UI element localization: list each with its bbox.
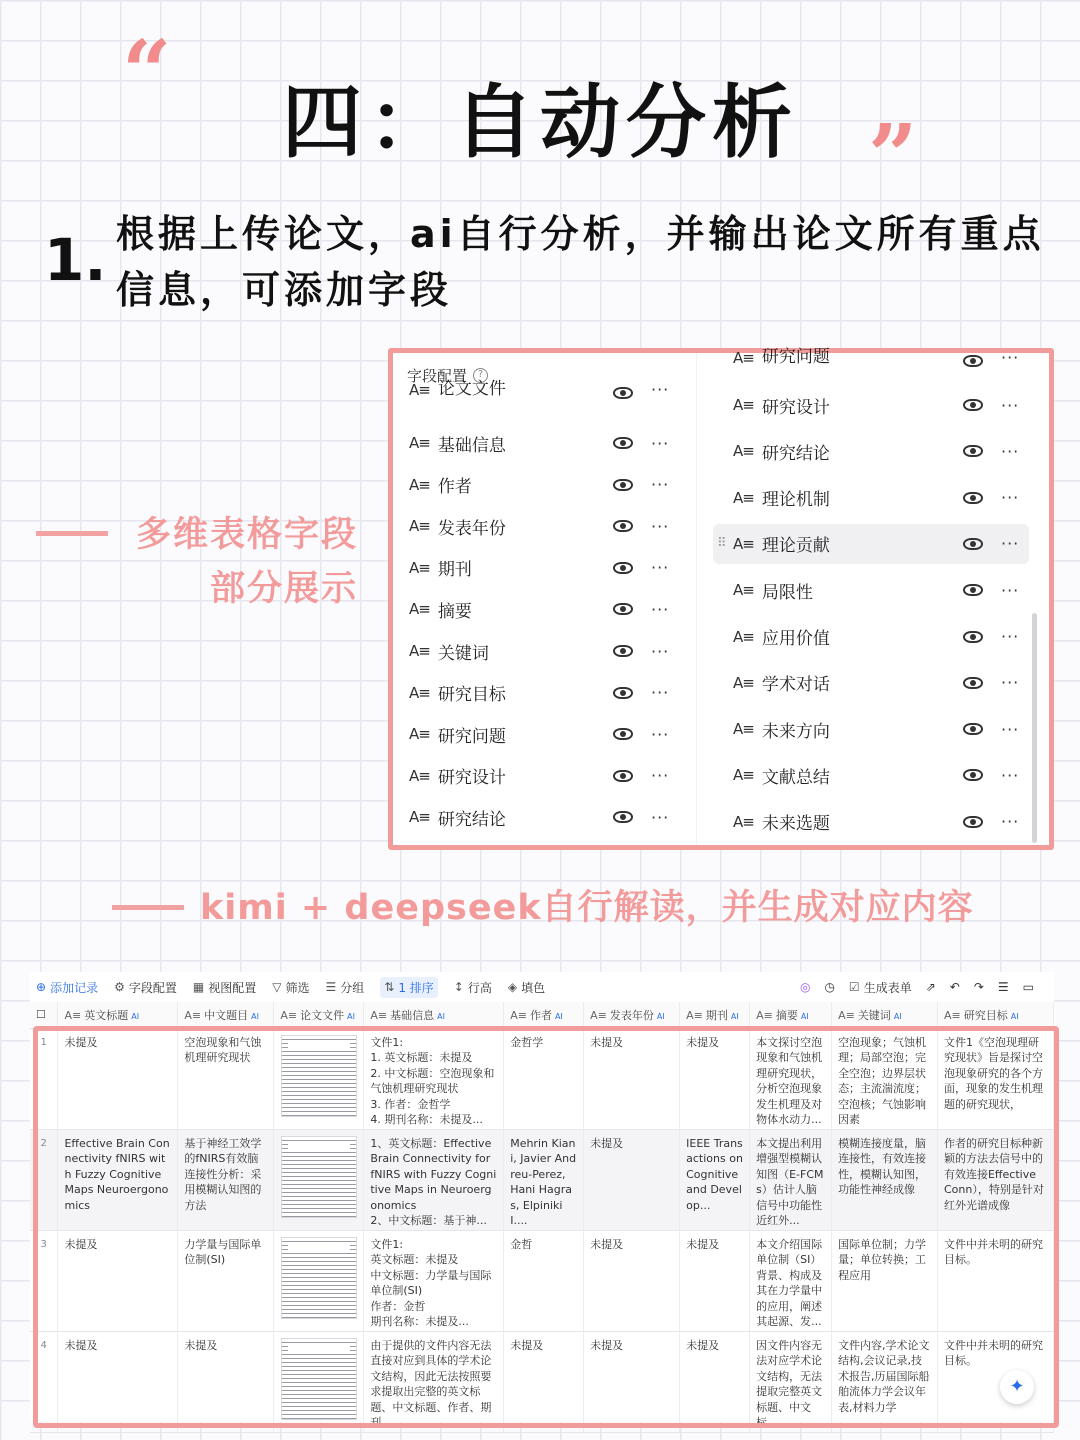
- field-name: 关键词: [437, 643, 489, 664]
- text-field-type-icon: A≡: [409, 766, 430, 785]
- generate-form-label: 生成表单: [863, 980, 912, 995]
- more-options-icon[interactable]: ···: [651, 599, 670, 619]
- ai-assistant-button[interactable]: [1000, 1370, 1034, 1404]
- field-name: 发表年份: [437, 518, 506, 539]
- ai-badge-icon: AI: [131, 1011, 140, 1021]
- more-options-icon[interactable]: ···: [1001, 534, 1020, 554]
- close-quote-mark: ”: [868, 106, 918, 207]
- field-name: 理论机制: [761, 490, 830, 511]
- field-row-right-partial[interactable]: [713, 347, 1029, 367]
- form-icon: ☑: [848, 980, 860, 994]
- fill-color-label: 填色: [521, 980, 546, 995]
- eye-icon[interactable]: [963, 769, 983, 781]
- filter-button[interactable]: [272, 979, 309, 996]
- eye-icon[interactable]: [963, 355, 983, 367]
- cell-text: 未提及: [590, 1237, 624, 1251]
- gear-icon: ⚙: [114, 980, 125, 994]
- field-name: 基础信息: [437, 435, 506, 456]
- cell-text: 空泡现象和气蚀机理研究现状: [184, 1035, 262, 1064]
- field-row-left-5[interactable]: [399, 631, 679, 671]
- filter-label: 筛选: [285, 980, 310, 995]
- text-field-type-icon: A≡: [733, 442, 754, 461]
- column-header-label: 中文题目: [204, 1008, 249, 1022]
- cell-text: 国际单位制；力学量；单位转换；工程应用: [838, 1237, 927, 1282]
- field-row-left-4[interactable]: [399, 589, 679, 629]
- cell-text: 文件1: 1. 英文标题：未提及 2. 中文标题：空泡现象和气蚀机理研究现状 3. 作者：金哲学 4. 期刊名称：未提及...: [370, 1035, 495, 1126]
- undo-icon[interactable]: ↶: [949, 980, 960, 994]
- table-toolbar: [30, 972, 1054, 1002]
- field-row-right-9[interactable]: [713, 802, 1029, 842]
- field-row-left-1[interactable]: [399, 465, 679, 505]
- cell-text: 本文介绍国际单位制（SI）背景、构成及其在力学量中的应用，阐述其起源、发...: [756, 1237, 823, 1328]
- cell-text: 基于神经工效学的fNIRS有效脑连接性分析：采用模糊认知图的方法: [184, 1136, 262, 1212]
- eye-icon[interactable]: [963, 677, 983, 689]
- text-field-type-icon: A≡: [409, 381, 430, 399]
- column-header-2[interactable]: [274, 1002, 364, 1028]
- sort-label: 1 排序: [398, 980, 434, 995]
- step-description: 根据上传论文，ai自行分析，并输出论文所有重点信息，可添加字段: [116, 212, 1045, 312]
- paint-bucket-icon: ◈: [507, 980, 518, 994]
- field-row-left-0[interactable]: [399, 423, 679, 463]
- eye-icon[interactable]: [963, 584, 983, 596]
- row-number[interactable]: 1: [30, 1028, 58, 1129]
- field-row-left-2[interactable]: [399, 506, 679, 546]
- eye-icon[interactable]: [963, 538, 983, 550]
- field-name: 文献总结: [761, 767, 830, 788]
- sort-icon: ⇅: [384, 980, 395, 994]
- eye-icon[interactable]: [613, 687, 633, 699]
- cell-text: 本文提出利用增强型模糊认知图（E-FCMs）估计人脑信号中功能性近红外...: [756, 1136, 824, 1227]
- share-icon[interactable]: ⇗: [925, 980, 936, 994]
- more-options-icon[interactable]: ···: [1001, 488, 1020, 508]
- text-field-type-icon: A≡: [733, 534, 754, 553]
- column-header-label: 基础信息: [390, 1008, 435, 1022]
- field-name: 未来方向: [761, 721, 830, 742]
- sparkle-icon: ✦: [1009, 1376, 1025, 1397]
- cell-text: 文件1《空泡现理研究现状》旨是探讨空泡现象研究的各个方面，现象的发生机理题的研究现状，: [943, 1035, 1043, 1111]
- group-icon: ☰: [325, 980, 337, 994]
- cell-text: 本文探讨空泡现象和气蚀机理研究现状，分析空泡现象发生机理及对物体水动力...: [756, 1035, 823, 1126]
- eye-icon[interactable]: [613, 562, 633, 574]
- more-options-icon[interactable]: ···: [651, 766, 670, 786]
- help-icon[interactable]: ?: [473, 368, 488, 383]
- ai-badge-icon: AI: [347, 1011, 355, 1021]
- cell-text: 空泡现象；气蚀机理；局部空泡；完全空泡；边界层状态；主流湍流度；空泡核；气蚀影响因素: [838, 1035, 927, 1126]
- field-name: 研究结论: [761, 443, 830, 464]
- cell-text: 金哲学: [510, 1035, 544, 1049]
- ai-badge-icon: AI: [893, 1011, 902, 1021]
- more-options-icon[interactable]: ···: [1001, 580, 1020, 600]
- more-options-icon[interactable]: ···: [651, 433, 670, 453]
- column-header-6[interactable]: [680, 1002, 750, 1028]
- more-options-icon[interactable]: ···: [1001, 719, 1020, 739]
- text-field-type-icon: A≡: [409, 725, 430, 744]
- more-options-icon[interactable]: ···: [651, 516, 670, 536]
- field-row-right-2[interactable]: [713, 478, 1029, 518]
- cell-text: 未提及: [184, 1338, 218, 1352]
- page-title: 四：自动分析: [282, 76, 798, 169]
- text-field-type-icon: A≡: [409, 808, 430, 827]
- panel-scrollbar[interactable]: [1032, 613, 1037, 843]
- cell-text: 未提及: [590, 1136, 624, 1150]
- field-name: 局限性: [761, 582, 813, 603]
- cell-text: 因文件内容无法对应学术论文结构，无法提取完整英文标题、中文标...: [756, 1338, 823, 1429]
- field-row-right-3[interactable]: [713, 524, 1029, 564]
- side-label-line: [36, 531, 108, 536]
- side-label: 多维表格字段部分展示: [135, 515, 358, 609]
- select-all-checkbox[interactable]: ☐: [30, 1002, 58, 1028]
- layout-icon[interactable]: ☰: [997, 980, 1009, 994]
- cell-text: 由于提供的文件内容无法直接对应到具体的学术论文结构，因此无法按照要求提取出完整的英文标题、中文标题、作者、期刊...: [370, 1338, 492, 1429]
- group-button[interactable]: [325, 979, 364, 996]
- table-highlight-frame: [33, 1026, 1059, 1428]
- ai-badge-icon: AI: [730, 1011, 739, 1021]
- column-header-8[interactable]: [832, 1002, 938, 1028]
- view-config-label: 视图配置: [208, 980, 257, 995]
- eye-icon[interactable]: [963, 723, 983, 735]
- eye-icon[interactable]: [613, 728, 633, 740]
- drag-handle-icon[interactable]: ⠿: [717, 536, 727, 552]
- cell-text: 文件1: 英文标题：未提及 中文标题：力学量与国际单位制(SI) 作者：金哲 期刊名称：未提及...: [370, 1237, 492, 1328]
- eye-icon[interactable]: [963, 399, 983, 411]
- text-field-type-icon: A≡: [409, 434, 430, 452]
- field-row-right-4[interactable]: [713, 570, 1029, 610]
- text-field-type-icon: A≡: [733, 673, 754, 692]
- column-header-label: 发表年份: [609, 1008, 654, 1022]
- cell-text: 力学量与国际单位制(SI): [184, 1237, 262, 1266]
- sub-label-line: [112, 905, 184, 910]
- group-label: 分组: [340, 980, 365, 995]
- text-type-icon: A≡: [943, 1008, 961, 1022]
- cell-text: 未提及: [590, 1338, 624, 1352]
- field-row-left-9[interactable]: [399, 797, 679, 837]
- text-type-icon: A≡: [590, 1008, 607, 1022]
- view-config-button[interactable]: [193, 979, 256, 996]
- cell-text: 作者的研究目标种新颖的方法去信号中的有效连接Effective Conn），特别是针对红外光谱成像: [943, 1136, 1044, 1212]
- cell-text: 文件中并未明的研究目标。: [943, 1338, 1043, 1367]
- column-header-5[interactable]: [584, 1002, 680, 1028]
- more-options-icon[interactable]: ···: [1001, 765, 1020, 785]
- text-field-type-icon: A≡: [409, 475, 430, 494]
- panel-divider: [696, 353, 697, 845]
- ai-badge-icon: AI: [554, 1011, 563, 1021]
- column-header-label: 作者: [529, 1008, 552, 1022]
- more-options-icon[interactable]: ···: [1001, 348, 1020, 367]
- more-options-icon[interactable]: ···: [651, 641, 670, 661]
- eye-icon[interactable]: [613, 520, 633, 532]
- column-header-0[interactable]: [58, 1002, 178, 1028]
- text-type-icon: A≡: [370, 1008, 388, 1022]
- ai-badge-icon: AI: [251, 1011, 259, 1021]
- ai-badge-icon: AI: [1010, 1011, 1019, 1021]
- field-name: 应用价值: [761, 629, 830, 649]
- text-field-type-icon: A≡: [733, 627, 754, 646]
- field-row-left-8[interactable]: [399, 756, 679, 796]
- more-options-icon[interactable]: ···: [651, 683, 670, 703]
- sort-button[interactable]: [380, 977, 438, 998]
- filter-icon: ▽: [272, 980, 282, 994]
- text-type-icon: A≡: [64, 1008, 82, 1022]
- text-field-type-icon: A≡: [733, 488, 754, 507]
- text-field-type-icon: A≡: [733, 581, 754, 600]
- eye-icon[interactable]: [963, 631, 983, 643]
- cell-text: 文件中并未明的研究目标。: [943, 1237, 1043, 1266]
- add-record-button[interactable]: [36, 979, 98, 996]
- field-row-right-6[interactable]: [713, 663, 1029, 703]
- cell-text: 文件内容,学术论文结构,会议记录,技术报告,历届国际船舶流体力学会议年表,材料力学: [838, 1338, 930, 1414]
- text-type-icon: A≡: [756, 1008, 773, 1022]
- view-icon: ▦: [192, 980, 205, 994]
- row-number[interactable]: 4: [30, 1331, 58, 1432]
- more-options-icon[interactable]: ···: [651, 475, 670, 495]
- cell-text: 未提及: [590, 1035, 624, 1049]
- ai-badge-icon: AI: [437, 1011, 445, 1021]
- field-name: 研究问题: [761, 347, 830, 367]
- panel-header-title: 字段配置: [407, 367, 468, 385]
- field-name: 研究目标: [437, 685, 506, 706]
- history-icon[interactable]: ◷: [824, 980, 835, 994]
- more-options-icon[interactable]: ···: [1001, 812, 1020, 832]
- cell-text: 未提及: [686, 1035, 720, 1049]
- more-options-icon[interactable]: ···: [651, 724, 670, 744]
- field-name: 期刊: [437, 560, 472, 581]
- fill-color-button[interactable]: [508, 979, 545, 996]
- column-header-label: 论文文件: [300, 1008, 345, 1022]
- field-name: 研究设计: [437, 768, 506, 789]
- column-header-7[interactable]: [750, 1002, 832, 1028]
- text-field-type-icon: A≡: [733, 812, 754, 831]
- field-config-label: 字段配置: [128, 980, 177, 995]
- eye-icon[interactable]: [613, 437, 633, 449]
- cell-text: 模糊连接度量，脑连接性，有效连接性，模糊认知图，功能性神经成像: [838, 1136, 927, 1196]
- field-name: 学术对话: [761, 675, 830, 696]
- row-number[interactable]: 3: [30, 1230, 58, 1331]
- field-name: 未来选题: [761, 814, 830, 835]
- eye-icon[interactable]: [613, 770, 633, 782]
- text-type-icon: A≡: [686, 1008, 703, 1022]
- text-type-icon: A≡: [510, 1008, 527, 1022]
- text-field-type-icon: A≡: [409, 642, 430, 660]
- text-field-type-icon: A≡: [409, 600, 430, 619]
- cell-text: 金哲: [510, 1237, 533, 1251]
- field-row-left-partial[interactable]: [399, 379, 679, 399]
- column-header-4[interactable]: [504, 1002, 584, 1028]
- row-height-button[interactable]: [454, 979, 492, 996]
- eye-icon[interactable]: [963, 445, 983, 457]
- column-header-label: 摘要: [775, 1008, 798, 1022]
- redo-icon[interactable]: ↷: [973, 980, 984, 994]
- cell-text: 未提及: [686, 1338, 720, 1352]
- field-name: 论文文件: [437, 379, 506, 399]
- cell-text: 未提及: [64, 1338, 98, 1352]
- cell-text: 未提及: [64, 1035, 98, 1049]
- column-header-label: 研究目标: [963, 1008, 1008, 1022]
- comment-icon[interactable]: ▭: [1022, 980, 1034, 994]
- field-row-right-5[interactable]: [713, 617, 1029, 657]
- column-header-label: 期刊: [705, 1008, 728, 1022]
- column-header-3[interactable]: [364, 1002, 504, 1028]
- eye-icon[interactable]: [963, 816, 983, 828]
- field-row-left-7[interactable]: [399, 714, 679, 754]
- cell-text: 未提及: [510, 1338, 544, 1352]
- field-row-left-3[interactable]: [399, 548, 679, 588]
- field-name: 研究结论: [437, 809, 506, 830]
- add-record-label: 添加记录: [50, 980, 99, 995]
- text-field-type-icon: A≡: [733, 396, 754, 414]
- text-field-type-icon: A≡: [409, 558, 430, 577]
- field-name: 研究问题: [437, 726, 506, 747]
- field-config-panel: [388, 348, 1054, 850]
- more-options-icon[interactable]: ···: [651, 558, 670, 578]
- sub-label: kimi + deepseek自行解读，并生成对应内容: [200, 888, 974, 928]
- more-options-icon[interactable]: ···: [651, 807, 670, 827]
- cell-text: 1、英文标题：Effective Brain Connectivity for fNIRS with Fuzzy Cognitive Maps in Neuroergonomics 2、中文标题：基于神...: [370, 1136, 497, 1227]
- field-config-button[interactable]: [114, 979, 177, 996]
- eye-icon[interactable]: [613, 603, 633, 615]
- field-name: 理论贡献: [761, 536, 830, 557]
- ai-logo-icon[interactable]: ◎: [799, 980, 811, 994]
- field-row-right-7[interactable]: [713, 709, 1029, 749]
- text-field-type-icon: A≡: [409, 683, 430, 702]
- more-options-icon[interactable]: ···: [1001, 395, 1020, 415]
- text-type-icon: A≡: [184, 1008, 202, 1022]
- field-row-right-1[interactable]: [713, 431, 1029, 471]
- row-height-label: 行高: [467, 980, 492, 995]
- cell-text: Effective Brain Connectivity fNIRS with Fuzzy Cognitive Maps Neuroergonomics: [64, 1136, 170, 1212]
- eye-icon[interactable]: [613, 479, 633, 491]
- text-type-icon: A≡: [280, 1008, 298, 1022]
- field-row-left-6[interactable]: [399, 673, 679, 713]
- ai-badge-icon: AI: [656, 1011, 665, 1021]
- more-options-icon[interactable]: ···: [1001, 627, 1020, 646]
- open-quote-mark: “: [122, 22, 172, 123]
- text-field-type-icon: A≡: [733, 349, 754, 367]
- row-height-icon: ↕: [453, 980, 464, 994]
- text-field-type-icon: A≡: [733, 766, 754, 785]
- table-header-row: [30, 1002, 1054, 1028]
- text-type-icon: A≡: [838, 1008, 855, 1022]
- more-options-icon[interactable]: ···: [1001, 441, 1020, 461]
- column-header-label: 关键词: [857, 1008, 891, 1022]
- cell-text: 未提及: [686, 1237, 720, 1251]
- eye-icon[interactable]: [613, 387, 633, 399]
- cell-text: Mehrin Kiani, Javier Andreu-Perez, Hani Hagras, Elpiniki I....: [510, 1136, 577, 1227]
- field-name: 研究设计: [761, 397, 830, 418]
- field-name: 作者: [437, 477, 472, 498]
- ai-badge-icon: AI: [800, 1011, 809, 1021]
- plus-circle-icon: ⊕: [36, 980, 47, 994]
- eye-icon[interactable]: [963, 492, 983, 504]
- cell-text: IEEE Transactions on Cognitive and Develop...: [686, 1136, 743, 1212]
- row-number[interactable]: 2: [30, 1129, 58, 1230]
- toolbar-right: [800, 979, 1054, 996]
- more-options-icon[interactable]: ···: [651, 380, 670, 399]
- text-field-type-icon: A≡: [409, 517, 430, 536]
- field-row-right-0[interactable]: [713, 385, 1029, 425]
- eye-icon[interactable]: [613, 645, 633, 657]
- column-header-label: 英文标题: [84, 1008, 129, 1022]
- eye-icon[interactable]: [613, 811, 633, 823]
- field-row-right-8[interactable]: [713, 755, 1029, 795]
- field-name: 摘要: [437, 601, 472, 622]
- column-header-1[interactable]: [178, 1002, 274, 1028]
- step-number: 1.: [44, 226, 107, 294]
- column-header-9[interactable]: [937, 1002, 1053, 1028]
- cell-text: 未提及: [64, 1237, 98, 1251]
- more-options-icon[interactable]: ···: [1001, 673, 1020, 693]
- generate-form-button[interactable]: [849, 979, 912, 996]
- text-field-type-icon: A≡: [733, 720, 754, 739]
